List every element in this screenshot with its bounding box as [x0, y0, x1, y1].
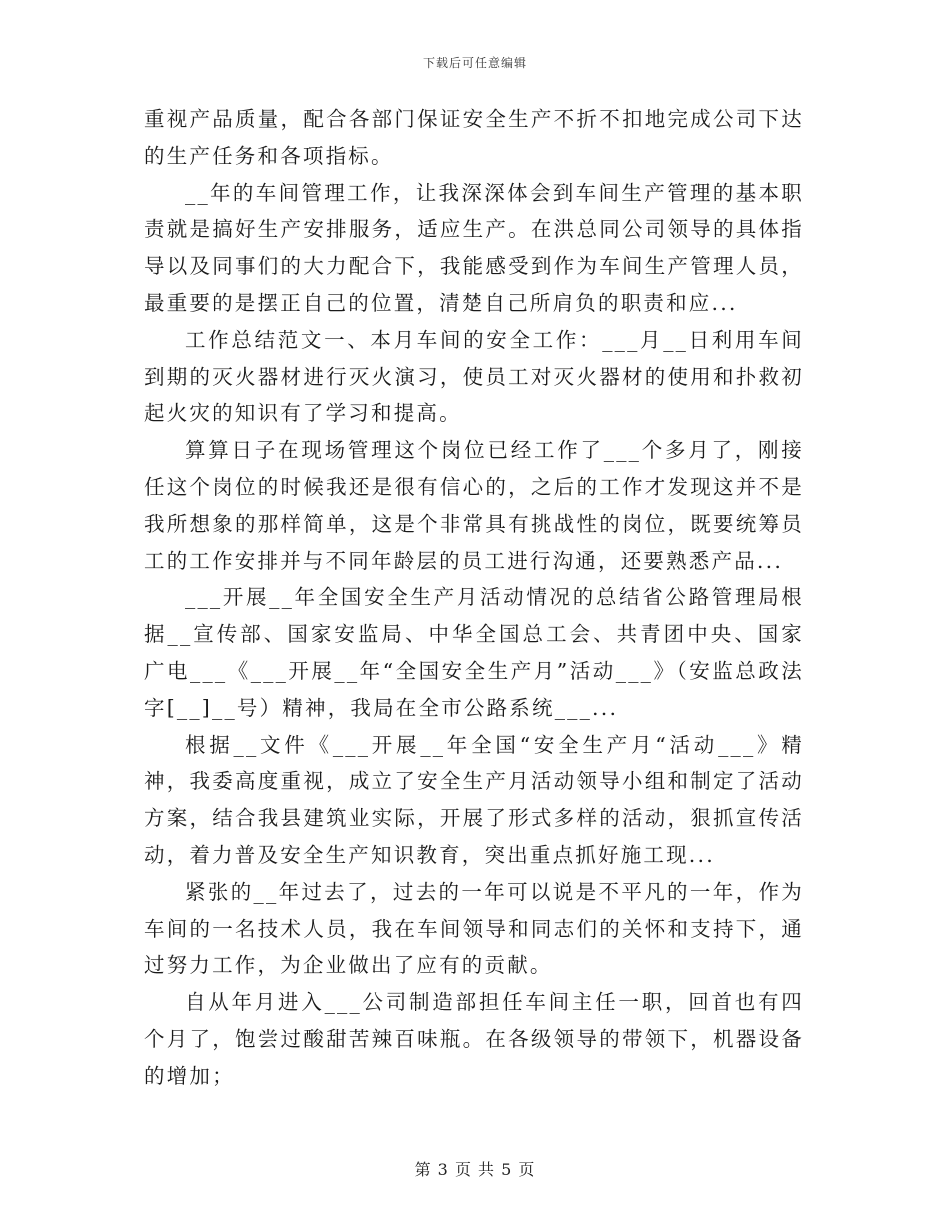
page-number: 第 3 页 共 5 页: [414, 1160, 536, 1179]
paragraph: 自从年月进入___公司制造部担任车间主任一职，回首也有四个月了，饱尝过酸甜苦辣百味瓶。在各级领导的带领下，机器设备的增加；: [144, 990, 804, 1088]
paragraph: 紧张的__年过去了，过去的一年可以说是不平凡的一年，作为车间的一名技术人员，我在车间领导和同志们的关怀和支持下，通过努力工作，为企业做出了应有的贡献。: [144, 879, 804, 978]
paragraph: 根据__文件《___开展__年全国“安全生产月“活动___》精神，我委高度重视，成立了安全生产月活动领导小组和制定了活动方案，结合我县建筑业实际，开展了形式多样的活动，狠抓宣传活动，着力普及安全生产知识教育，突出重点抓好施工现...: [144, 732, 804, 867]
paragraph: ___开展__年全国安全生产月活动情况的总结省公路管理局根据__宣传部、国家安监局、中华全国总工会、共青团中央、国家广电___《___开展__年“全国安全生产月”活动___》（安监总政法字[__]__号）精神，我局在全市公路系统___...: [144, 585, 804, 720]
paragraph: 算算日子在现场管理这个岗位已经工作了___个多月了，刚接任这个岗位的时候我还是很有信心的，之后的工作才发现这并不是我所想象的那样简单，这是个非常具有挑战性的岗位，既要统筹员工的工作安排并与不同年龄层的员工进行沟通，还要熟悉产品...: [144, 438, 804, 573]
document-body: [144, 101, 804, 1095]
paragraph: 重视产品质量，配合各部门保证安全生产不折不扣地完成公司下达的生产任务和各项指标。: [144, 107, 804, 168]
paragraph: __年的车间管理工作，让我深深体会到车间生产管理的基本职责就是搞好生产安排服务，适应生产。在洪总同公司领导的具体指导以及同事们的大力配合下，我能感受到作为车间生产管理人员，最重要的是摆正自己的位置，清楚自己所肩负的职责和应...: [144, 180, 804, 315]
paragraph: 工作总结范文一、本月车间的安全工作：___月__日利用车间到期的灭火器材进行灭火演习，使员工对灭火器材的使用和扑救初起火灾的知识有了学习和提高。: [144, 327, 804, 426]
page-header: 下载后可任意编辑: [422, 56, 527, 70]
